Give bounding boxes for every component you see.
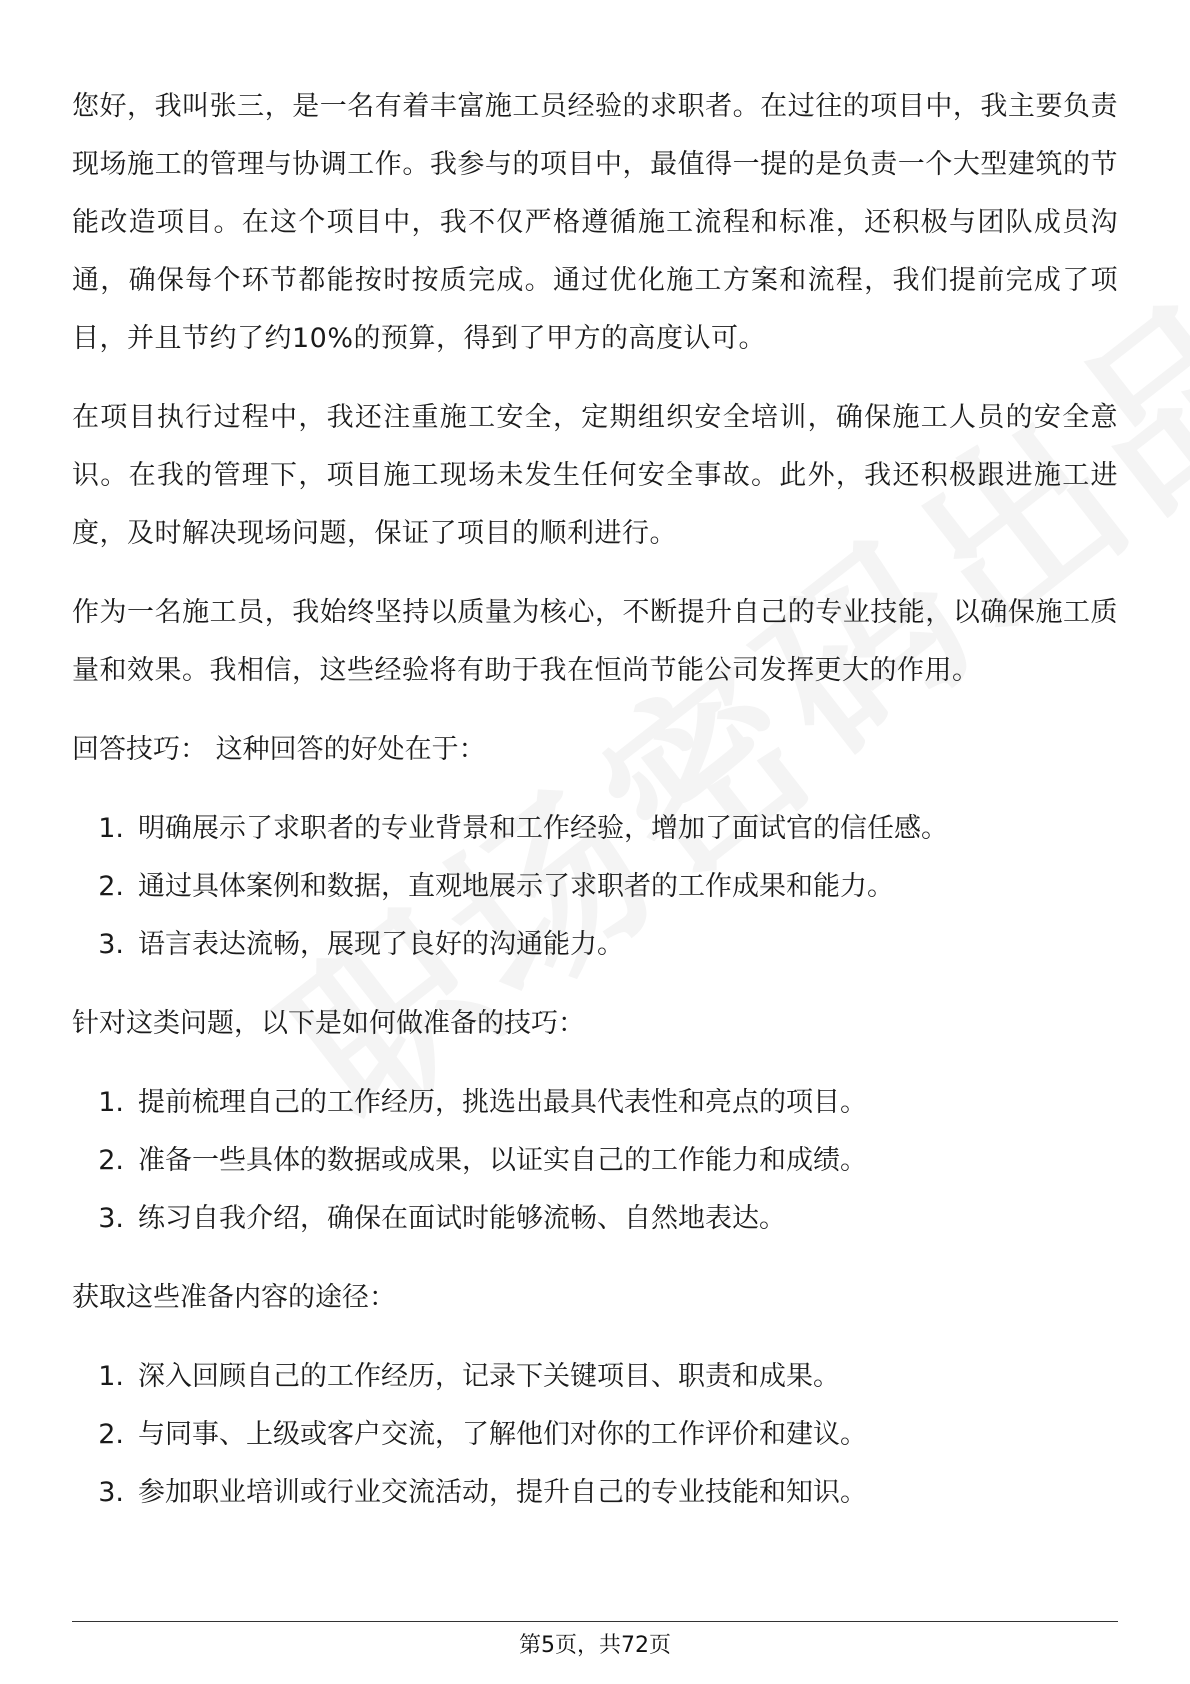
list-item: 2. 与同事、上级或客户交流，了解他们对你的工作评价和建议。 [98, 1419, 867, 1450]
paragraph-quality: 作为一名施工员，我始终坚持以质量为核心，不断提升自己的专业技能，以确保施工质量和效果。我相信，这些经验将有助于我在恒尚节能公司发挥更大的作用。 [72, 597, 1118, 686]
list-item: 1. 明确展示了求职者的专业背景和工作经验，增加了面试官的信任感。 [98, 813, 948, 844]
sources-list [72, 1348, 1118, 1522]
footer-divider [72, 1621, 1118, 1622]
list-item: 3. 参加职业培训或行业交流活动，提升自己的专业技能和知识。 [98, 1477, 867, 1508]
tips-list [72, 800, 1118, 974]
list-item: 3. 练习自我介绍，确保在面试时能够流畅、自然地表达。 [98, 1203, 786, 1234]
prep-list [72, 1074, 1118, 1248]
list-item: 1. 提前梳理自己的工作经历，挑选出最具代表性和亮点的项目。 [98, 1087, 867, 1118]
paragraph-intro: 您好，我叫张三，是一名有着丰富施工员经验的求职者。在过往的项目中，我主要负责现场施工的管理与协调工作。我参与的项目中，最值得一提的是负责一个大型建筑的节能改造项目。在这个项目中，我不仅严格遵循施工流程和标准，还积极与团队成员沟通，确保每个环节都能按时按质完成。通过优化施工方案和流程，我们提前完成了项目，并且节约了约10%的预算，得到了甲方的高度认可。 [72, 91, 1118, 354]
list-item: 2. 通过具体案例和数据，直观地展示了求职者的工作成果和能力。 [98, 871, 894, 902]
list-item: 1. 深入回顾自己的工作经历，记录下关键项目、职责和成果。 [98, 1361, 840, 1392]
paragraph-safety: 在项目执行过程中，我还注重施工安全，定期组织安全培训，确保施工人员的安全意识。在我的管理下，项目施工现场未发生任何安全事故。此外，我还积极跟进施工进度，及时解决现场问题，保证了项目的顺利进行。 [72, 402, 1118, 549]
list-item: 2. 准备一些具体的数据或成果，以证实自己的工作能力和成绩。 [98, 1145, 867, 1176]
page-number: 第5页，共72页 [519, 1633, 671, 1658]
sources-heading: 获取这些准备内容的途径： [72, 1282, 396, 1313]
prep-heading: 针对这类问题，以下是如何做准备的技巧： [72, 1008, 585, 1039]
document-body [72, 78, 1118, 1543]
tips-heading: 回答技巧： 这种回答的好处在于： [72, 734, 486, 765]
list-item: 3. 语言表达流畅，展现了良好的沟通能力。 [98, 929, 624, 960]
